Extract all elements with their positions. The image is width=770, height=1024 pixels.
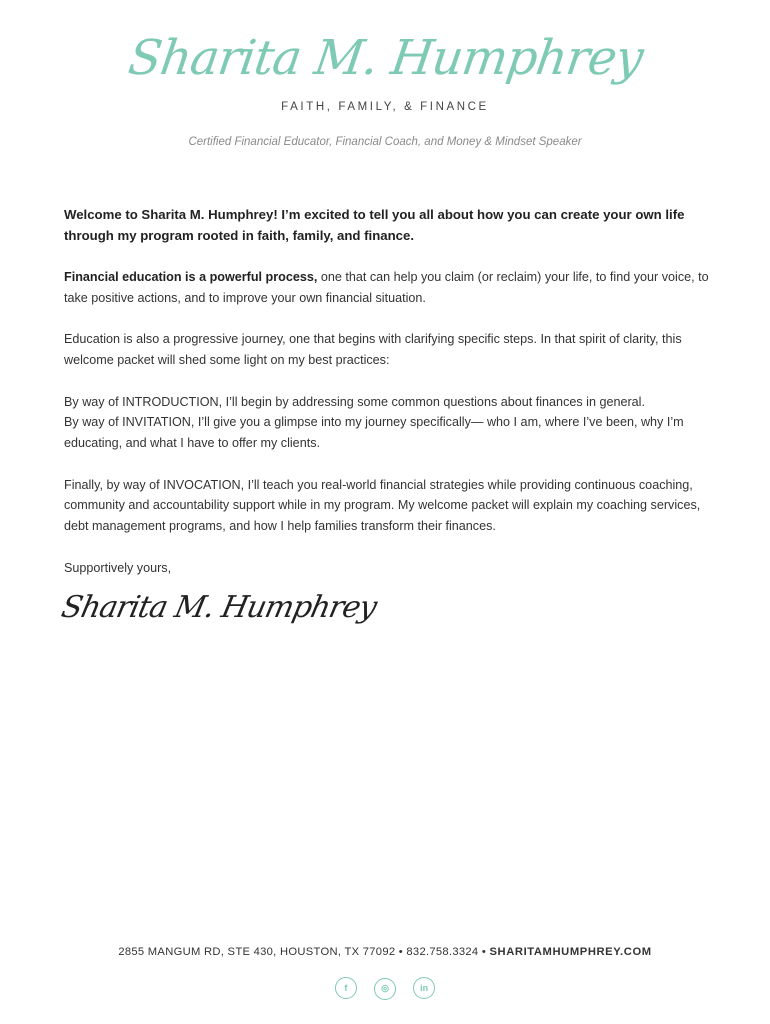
footer — [0, 946, 770, 958]
signature: Sharita M. Humphrey — [58, 590, 380, 625]
letter-paragraph-2-bold: Financial education is a powerful process, — [64, 270, 318, 285]
letter-paragraph-5: Finally, by way of INVOCATION, I’ll teach you real-world financial strategies while providing continuous coaching, community and accountability support while in my program. My welcome packet will explain my coaching services, debt management programs, and how I help families transform their finances. — [64, 477, 701, 534]
instagram-icon[interactable]: ◎ — [374, 978, 396, 1000]
tagline: FAITH, FAMILY, & FINANCE — [281, 101, 489, 113]
letter-intro: Welcome to Sharita M. Humphrey! I’m excited to tell you all about how you can create your own life through my program rooted in faith, family, and finance. — [64, 207, 685, 243]
letter-paragraph-3: Education is also a progressive journey, one that begins with clarifying specific steps. In that spirit of clarity, this welcome packet will shed some light on my best practices: — [64, 332, 682, 368]
footer-website-link[interactable]: SHARITAMHUMPHREY.COM — [489, 946, 652, 958]
footer-address: 2855 MANGUM RD, STE 430, HOUSTON, TX 77092 • 832.758.3324 • — [118, 946, 490, 958]
letter-paragraph-4-line-2: By way of INVITATION, I’ll give you a glimpse into my journey specifically— who I am, where I’ve been, why I’m educating, and what I have to offer my clients. — [64, 415, 684, 451]
letter-closing: Supportively yours, — [64, 560, 172, 575]
letter-paragraph-2-rest: one that can help you claim (or reclaim) your life, to find your voice, to take positive actions, and to improve your own financial situation. — [64, 270, 709, 305]
social-links — [0, 976, 770, 1000]
linkedin-icon[interactable]: in — [413, 977, 435, 999]
letter-body — [64, 205, 709, 599]
subtitle: Certified Financial Educator, Financial Coach, and Money & Mindset Speaker — [188, 136, 582, 148]
letter-paragraph-4 — [64, 392, 709, 454]
letter-paragraph-4-line-1: By way of INTRODUCTION, I’ll begin by addressing some common questions about finances in general. — [64, 394, 645, 409]
letter-paragraph-2 — [64, 267, 709, 309]
logo-script-text: Sharita M. Humphrey — [124, 30, 646, 86]
logo — [0, 18, 770, 98]
facebook-icon[interactable]: f — [335, 977, 357, 999]
